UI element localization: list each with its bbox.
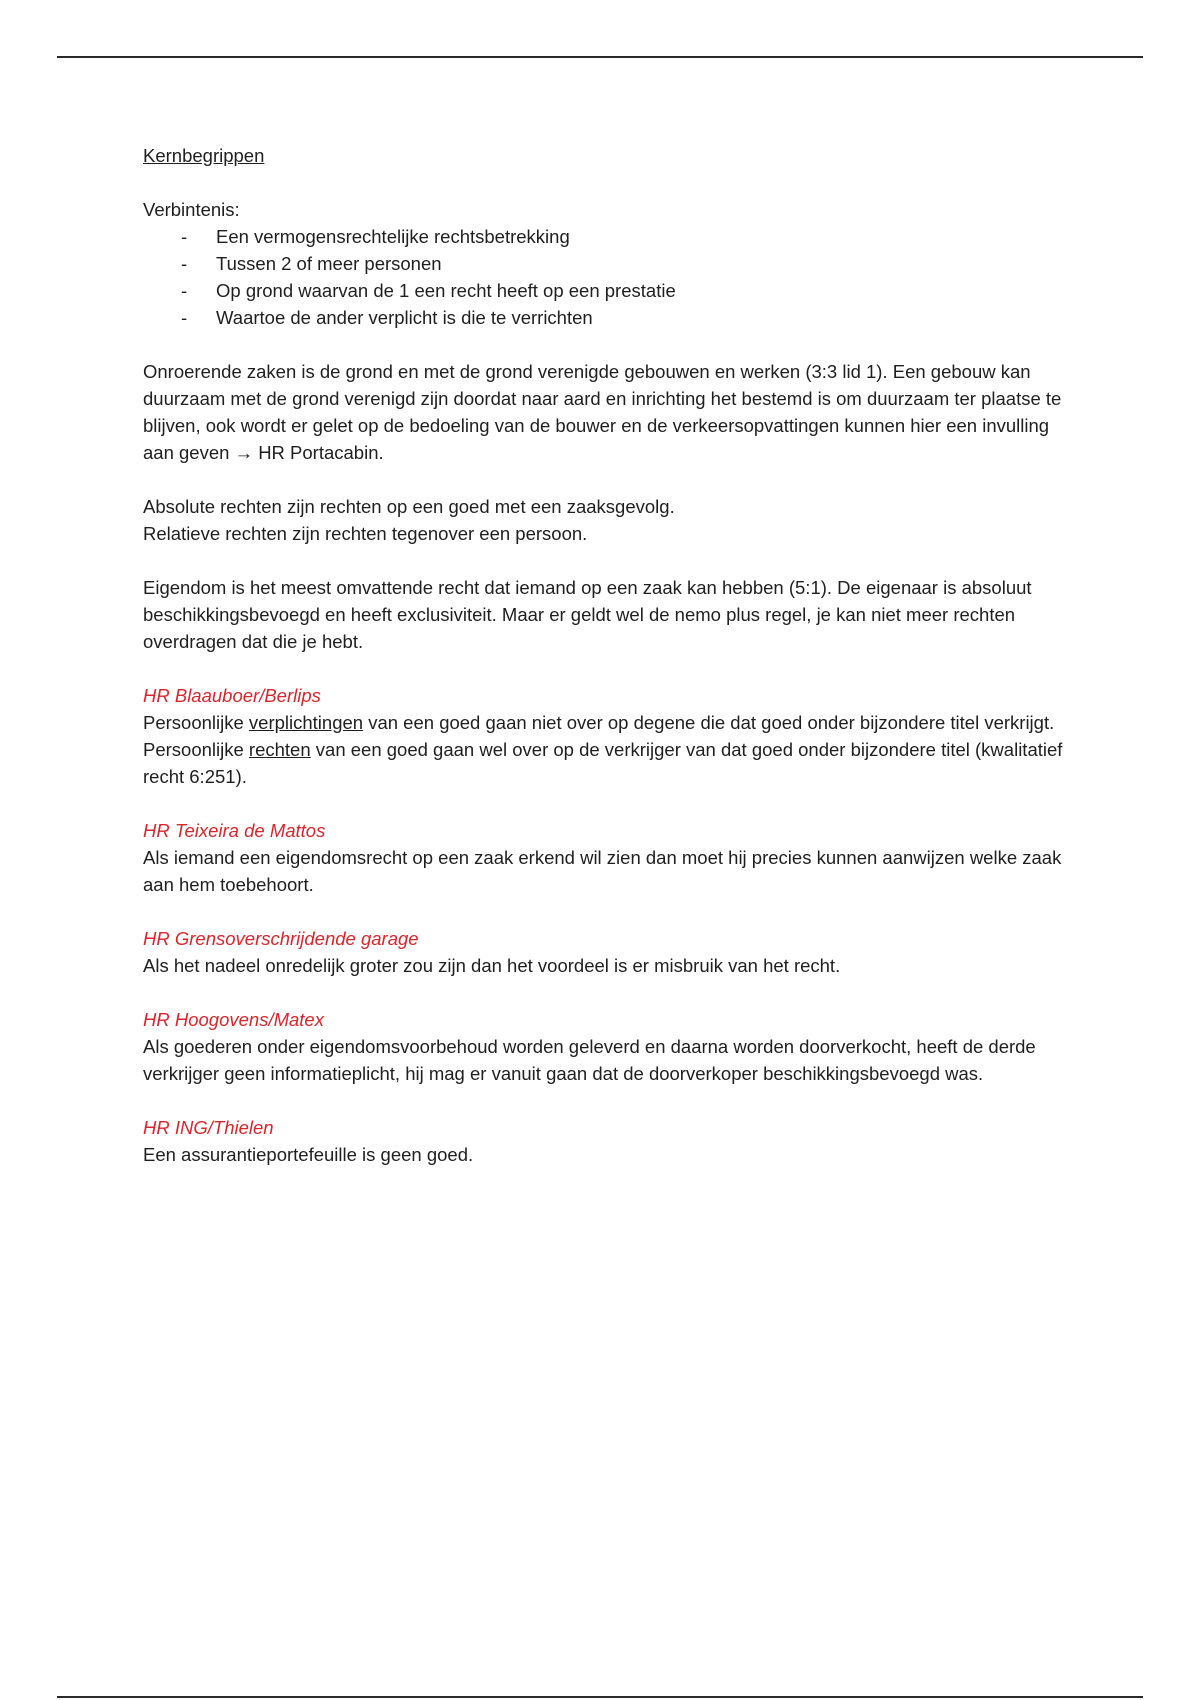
list-item-text: Op grond waarvan de 1 een recht heeft op een prestatie <box>216 280 676 301</box>
case-title: HR Hoogovens/Matex <box>143 1009 324 1030</box>
relatieve-rechten-text: Relatieve rechten zijn rechten tegenover een persoon. <box>143 523 588 544</box>
dash-bullet: - <box>181 253 188 274</box>
dash-bullet: - <box>181 307 188 328</box>
case-text-part: van een goed gaan wel over op de verkrijger van dat goed onder bijzondere titel (kwalitatief recht 6:251). <box>143 739 1063 787</box>
onroerende-zaken-section <box>143 358 1063 466</box>
case-text: Als goederen onder eigendomsvoorbehoud worden geleverd en daarna worden doorverkocht, heeft de derde verkrijger geen informatieplicht, hij mag er vanuit gaan dat de doorverkoper beschikkingsbevoegd was. <box>143 1036 1036 1084</box>
verbintenis-section <box>143 196 1063 331</box>
eigendom-text: Eigendom is het meest omvattende recht dat iemand op een zaak kan hebben (5:1). De eigenaar is absoluut beschikkingsbevoegd en heeft exclusiviteit. Maar er geldt wel de nemo plus regel, je kan niet meer rechten overdragen dat die je hebt. <box>143 577 1032 652</box>
header-rule <box>57 56 1143 58</box>
verbintenis-list <box>143 223 1063 331</box>
case-title: HR Grensoverschrijdende garage <box>143 928 419 949</box>
case-title: HR Blaauboer/Berlips <box>143 685 321 706</box>
case-text <box>143 709 1063 790</box>
verbintenis-label: Verbintenis: <box>143 199 240 220</box>
list-item <box>143 223 1063 250</box>
dash-bullet: - <box>181 280 188 301</box>
underlined-term: rechten <box>248 739 311 760</box>
footer-rule <box>57 1696 1143 1698</box>
rechten-section <box>143 493 1063 547</box>
case-title: HR ING/Thielen <box>143 1117 274 1138</box>
list-item-text: Een vermogensrechtelijke rechtsbetrekking <box>216 226 570 247</box>
list-item-text: Waartoe de ander verplicht is die te verrichten <box>216 307 593 328</box>
case-text-part: Persoonlijke <box>143 712 249 733</box>
list-item <box>143 304 1063 331</box>
case-teixeira <box>143 817 1063 898</box>
page-heading: Kernbegrippen <box>143 145 265 166</box>
case-blaauboer <box>143 682 1063 790</box>
eigendom-section <box>143 574 1063 655</box>
case-text: Als het nadeel onredelijk groter zou zijn dan het voordeel is er misbruik van het recht. <box>143 955 841 976</box>
case-text-part: van een goed gaan niet over op degene die dat goed onder bijzondere titel verkrijgt. Persoonlijke <box>143 712 1055 760</box>
dash-bullet: - <box>181 226 188 247</box>
case-garage <box>143 925 1063 979</box>
absolute-rechten-text: Absolute rechten zijn rechten op een goed met een zaaksgevolg. <box>143 496 675 517</box>
case-text: Als iemand een eigendomsrecht op een zaak erkend wil zien dan moet hij precies kunnen aanwijzen welke zaak aan hem toebehoort. <box>143 847 1062 895</box>
onroerende-zaken-text: Onroerende zaken is de grond en met de grond verenigde gebouwen en werken (3:3 lid 1). Een gebouw kan duurzaam met de grond verenigd zijn doordat naar aard en inrichting het bestemd is om duurzaam ter plaatse te blijven, ook wordt er gelet op de bedoeling van de bouwer en de verkeersopvattingen kunnen hier een invulling aan geven → HR Portacabin. <box>143 361 1062 463</box>
case-text: Een assurantieportefeuille is geen goed. <box>143 1144 474 1165</box>
list-item-text: Tussen 2 of meer personen <box>216 253 442 274</box>
case-hoogovens <box>143 1006 1063 1087</box>
list-item <box>143 277 1063 304</box>
case-ing <box>143 1114 1063 1168</box>
list-item <box>143 250 1063 277</box>
document-body <box>143 142 1063 1195</box>
case-title: HR Teixeira de Mattos <box>143 820 326 841</box>
underlined-term: verplichtingen <box>248 712 364 733</box>
